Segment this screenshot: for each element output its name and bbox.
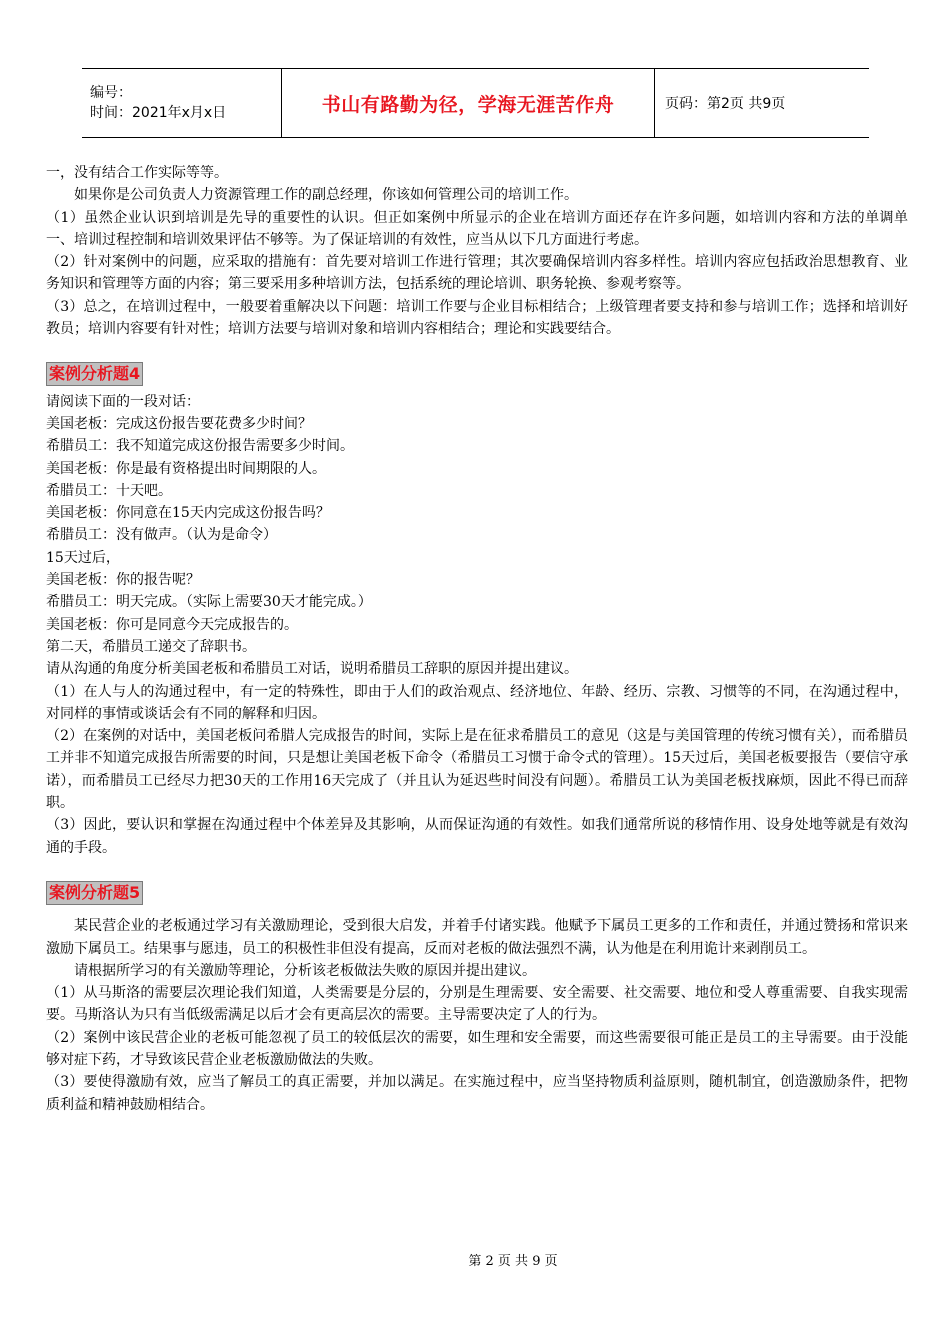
header-motto: 书山有路勤为径，学海无涯苦作舟 bbox=[321, 93, 615, 116]
dialog-line: 美国老板：你是最有资格提出时间期限的人。 bbox=[46, 460, 326, 477]
header-left-cell bbox=[82, 69, 282, 137]
header-center-cell bbox=[282, 69, 655, 137]
answer-paragraph: （2）案例中该民营企业的老板可能忽视了员工的较低层次的需要，如生理和安全需要，而这些需要很可能正是员工的主导需要。由于没能够对症下药，才导致该民营企业老板激励做法的失败。 bbox=[46, 1029, 908, 1068]
paragraph: 一，没有结合工作实际等等。 bbox=[46, 165, 228, 181]
page-footer bbox=[0, 1250, 950, 1269]
header-page-info: 页码：第2页 共9页 bbox=[665, 96, 786, 112]
dialog-line: 希腊员工：我不知道完成这份报告需要多少时间。 bbox=[46, 438, 354, 455]
header-right-cell bbox=[655, 69, 869, 137]
paragraph: 请根据所学习的有关激励等理论，分析该老板做法失败的原因并提出建议。 bbox=[74, 962, 536, 979]
dialog-line: 请从沟通的角度分析美国老板和希腊员工对话，说明希腊员工辞职的原因并提出建议。 bbox=[46, 661, 578, 678]
case5-heading: 案例分析题5 bbox=[46, 881, 143, 905]
answer-paragraph: （2）在案例的对话中，美国老板问希腊人完成报告的时间，实际上是在征求希腊员工的意见（这是与美国管理的传统习惯有关），而希腊员工并非不知道完成报告所需要的时间，只是想让美国老板下命令（希腊员工习惯于命令式的管理）。15天过后，美国老板要报告（要信守承诺），而希腊员工已经尽力把30天的工作用16天完成了（并且认为延迟些时间没有问题）。希腊员工认为美国老板找麻烦，因此不得已而辞职。 bbox=[46, 728, 908, 812]
answer-paragraph: （3）因此，要认识和掌握在沟通过程中个体差异及其影响，从而保证沟通的有效性。如我们通常所说的移情作用、设身处地等就是有效沟通的手段。 bbox=[46, 817, 908, 856]
case4-heading: 案例分析题4 bbox=[46, 362, 143, 386]
dialog-line: 希腊员工：明天完成。（实际上需要30天才能完成。） bbox=[46, 594, 372, 611]
paragraph: 某民营企业的老板通过学习有关激励理论，受到很大启发，并着手付诸实践。他赋予下属员工更多的工作和责任，并通过赞扬和常识来激励下属员工。结果事与愿违，员工的积极性非但没有提高，反而对老板的做法强烈不满，认为他是在利用诡计来剥削员工。 bbox=[46, 918, 908, 957]
document-number: 编号： bbox=[90, 85, 132, 101]
dialog-line: 希腊员工：十天吧。 bbox=[46, 482, 172, 499]
answer-paragraph: （1）在人与人的沟通过程中，有一定的特殊性，即由于人们的政治观点、经济地位、年龄、经历、宗教、习惯等的不同，在沟通过程中，对同样的事情或谈话会有不同的解释和归因。 bbox=[46, 683, 908, 722]
dialog-line: 第二天，希腊员工递交了辞职书。 bbox=[46, 638, 256, 655]
case5-heading-row bbox=[46, 881, 908, 905]
dialog-line: 希腊员工：没有做声。（认为是命令） bbox=[46, 527, 277, 544]
answer-paragraph: （1）从马斯洛的需要层次理论我们知道，人类需要是分层的，分别是生理需要、安全需要、社交需要、地位和受人尊重需要、自我实现需要。马斯洛认为只有当低级需满足以后才会有更高层次的需要。主导需要决定了人的行为。 bbox=[46, 985, 908, 1024]
dialog-line: 美国老板：你同意在15天内完成这份报告吗？ bbox=[46, 505, 330, 522]
document-date: 时间：2021年x月x日 bbox=[90, 105, 227, 121]
dialog-line: 请阅读下面的一段对话： bbox=[46, 393, 200, 410]
case4-heading-row bbox=[46, 362, 908, 386]
dialog-line: 美国老板：你可是同意今天完成报告的。 bbox=[46, 616, 298, 633]
paragraph: （3）总之，在培训过程中，一般要着重解决以下问题：培训工作要与企业目标相结合；上级管理者要支持和参与培训工作；选择和培训好教员；培训内容要有针对性；培训方法要与培训对象和培训内容相结合；理论和实践要结合。 bbox=[46, 298, 908, 338]
footer-page-number: 第 2 页 共 9 页 bbox=[468, 1254, 558, 1269]
header-table bbox=[82, 68, 869, 138]
paragraph: （1）虽然企业认识到培训是先导的重要性的认识。但正如案例中所显示的企业在培训方面还存在许多问题，如培训内容和方法的单调单一、培训过程控制和培训效果评估不够等。为了保证培训的有效性，应当从以下几方面进行考虑。 bbox=[46, 209, 908, 248]
dialog-line: 美国老板：完成这份报告要花费多少时间？ bbox=[46, 415, 312, 432]
dialog-line: 15天过后， bbox=[46, 549, 120, 566]
answer-paragraph: （3）要使得激励有效，应当了解员工的真正需要，并加以满足。在实施过程中，应当坚持物质利益原则，随机制宜，创造激励条件，把物质利益和精神鼓励相结合。 bbox=[46, 1074, 908, 1113]
dialog-line: 美国老板：你的报告呢？ bbox=[46, 572, 200, 589]
document-body bbox=[46, 162, 908, 1116]
paragraph: （2）针对案例中的问题，应采取的措施有：首先要对培训工作进行管理；其次要确保培训内容多样性。培训内容应包括政治思想教育、业务知识和管理等方面的内容；第三要采用多种培训方法，包括系统的理论培训、职务轮换、参观考察等。 bbox=[46, 254, 908, 293]
paragraph: 如果你是公司负责人力资源管理工作的副总经理，你该如何管理公司的培训工作。 bbox=[74, 187, 578, 204]
